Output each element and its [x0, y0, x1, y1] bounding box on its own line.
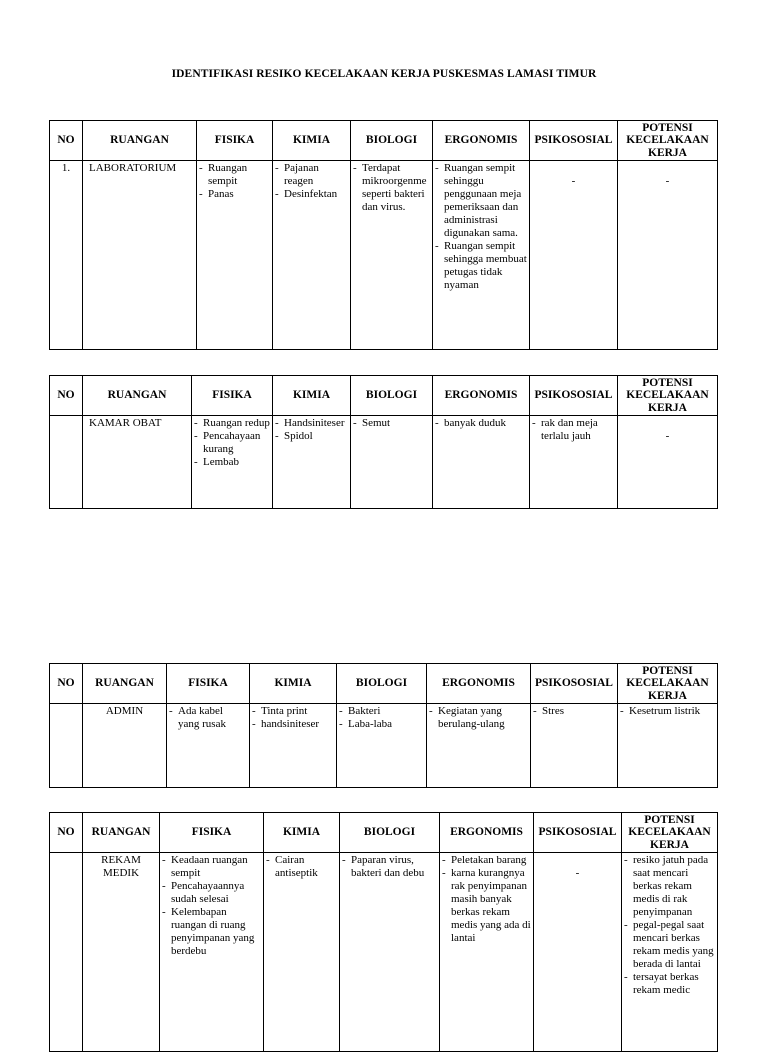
list-item: - Handsiniteser [275, 417, 348, 430]
list-item: - Kesetrum listrik [620, 705, 715, 718]
list-item: - Peletakan barang [442, 854, 531, 867]
table-header-row [50, 664, 718, 704]
header-biologi: BIOLOGI [351, 121, 433, 161]
list-item: - pegal-pegal saat mencari berkas rekam medis yang berada di lantai [624, 919, 715, 971]
table-row [50, 416, 718, 509]
cell-biologi [337, 704, 427, 788]
list-item: - Semut [353, 417, 430, 430]
header-psikososial: PSIKOSOSIAL [530, 121, 618, 161]
risk-table-rekam-medik [49, 812, 718, 1052]
cell-psikososial [530, 416, 618, 509]
cell-ergonomis [433, 161, 530, 350]
header-kimia: KIMIA [273, 376, 351, 416]
list-item: - Keadaan ruangan sempit [162, 854, 261, 880]
list-item: - Pencahayaan kurang [194, 430, 270, 456]
cell-ergonomis [440, 853, 534, 1052]
header-ergonomis: ERGONOMIS [433, 121, 530, 161]
list-item: - rak dan meja terlalu jauh [532, 417, 615, 443]
table-row [50, 853, 718, 1052]
list-item: - Cairan antiseptik [266, 854, 337, 880]
risk-table-kamar-obat [49, 375, 718, 509]
table-row [50, 704, 718, 788]
cell-ruangan: ADMIN [83, 704, 167, 788]
risk-table-laboratorium [49, 120, 718, 350]
list-item: - banyak duduk [435, 417, 527, 430]
list-item: - Pajanan reagen [275, 162, 348, 188]
cell-kimia [273, 161, 351, 350]
cell-potensi [622, 853, 718, 1052]
header-psikososial: PSIKOSOSIAL [534, 813, 622, 853]
list-item: - Kelembapan ruangan di ruang penyimpanan yang berdebu [162, 906, 261, 958]
cell-biologi [340, 853, 440, 1052]
header-no: NO [50, 376, 83, 416]
cell-kimia [250, 704, 337, 788]
table-row [50, 161, 718, 350]
cell-fisika [167, 704, 250, 788]
header-no: NO [50, 813, 83, 853]
list-item: - Terdapat mikroorgenme seperti bakteri dan virus. [353, 162, 430, 214]
header-potensi: POTENSI KECELAKAAN KERJA [622, 813, 718, 853]
list-item: - Ruangan sempit sehingga membuat petugas tidak nyaman [435, 240, 527, 292]
cell-fisika [197, 161, 273, 350]
header-ergonomis: ERGONOMIS [440, 813, 534, 853]
cell-psikososial: - [530, 161, 618, 350]
list-item: - tersayat berkas rekam medic [624, 971, 715, 997]
list-item: - Ruangan sempit [199, 162, 270, 188]
header-kimia: KIMIA [250, 664, 337, 704]
header-biologi: BIOLOGI [351, 376, 433, 416]
list-item: - Ruangan sempit sehinggu penggunaan meja pemeriksaan dan administrasi digunakan sama. [435, 162, 527, 240]
list-item: - Pencahayaannya sudah selesai [162, 880, 261, 906]
header-ergonomis: ERGONOMIS [433, 376, 530, 416]
list-item: - Ada kabel yang rusak [169, 705, 247, 731]
header-ruangan: RUANGAN [83, 376, 192, 416]
header-kimia: KIMIA [264, 813, 340, 853]
cell-no [50, 704, 83, 788]
header-fisika: FISIKA [192, 376, 273, 416]
list-item: - Ruangan redup [194, 417, 270, 430]
cell-no: 1. [50, 161, 83, 350]
header-no: NO [50, 664, 83, 704]
header-no: NO [50, 121, 83, 161]
cell-no [50, 416, 83, 509]
header-psikososial: PSIKOSOSIAL [531, 664, 618, 704]
header-fisika: FISIKA [197, 121, 273, 161]
list-item: - Panas [199, 188, 270, 201]
cell-ruangan: REKAM MEDIK [83, 853, 160, 1052]
cell-fisika [160, 853, 264, 1052]
header-ergonomis: ERGONOMIS [427, 664, 531, 704]
cell-ruangan: LABORATORIUM [83, 161, 197, 350]
list-item: - Lembab [194, 456, 270, 469]
list-item: - handsiniteser [252, 718, 334, 731]
cell-kimia [264, 853, 340, 1052]
cell-no [50, 853, 83, 1052]
list-item: - resiko jatuh pada saat mencari berkas rekam medis di rak penyimpanan [624, 854, 715, 919]
list-item: - Paparan virus, bakteri dan debu [342, 854, 437, 880]
cell-ergonomis [433, 416, 530, 509]
cell-psikososial: - [534, 853, 622, 1052]
header-ruangan: RUANGAN [83, 664, 167, 704]
header-kimia: KIMIA [273, 121, 351, 161]
cell-potensi: - [618, 416, 718, 509]
table-header-row [50, 376, 718, 416]
header-potensi: POTENSI KECELAKAAN KERJA [618, 121, 718, 161]
header-fisika: FISIKA [167, 664, 250, 704]
header-biologi: BIOLOGI [337, 664, 427, 704]
list-item: - Stres [533, 705, 615, 718]
header-ruangan: RUANGAN [83, 121, 197, 161]
list-item: - Tinta print [252, 705, 334, 718]
risk-table-admin [49, 663, 718, 788]
header-potensi: POTENSI KECELAKAAN KERJA [618, 376, 718, 416]
cell-potensi [618, 704, 718, 788]
page-title: IDENTIFIKASI RESIKO KECELAKAAN KERJA PUSKESMAS LAMASI TIMUR [171, 68, 597, 80]
table-header-row [50, 813, 718, 853]
list-item: - karna kurangnya rak penyimpanan masih banyak berkas rekam medis yang ada di lantai [442, 867, 531, 945]
list-item: - Kegiatan yang berulang-ulang [429, 705, 528, 731]
cell-ruangan: KAMAR OBAT [83, 416, 192, 509]
header-biologi: BIOLOGI [340, 813, 440, 853]
cell-kimia [273, 416, 351, 509]
table-header-row [50, 121, 718, 161]
header-potensi: POTENSI KECELAKAAN KERJA [618, 664, 718, 704]
cell-biologi [351, 161, 433, 350]
cell-psikososial [531, 704, 618, 788]
list-item: - Bakteri [339, 705, 424, 718]
header-fisika: FISIKA [160, 813, 264, 853]
cell-potensi: - [618, 161, 718, 350]
list-item: - Laba-laba [339, 718, 424, 731]
header-ruangan: RUANGAN [83, 813, 160, 853]
cell-fisika [192, 416, 273, 509]
cell-biologi [351, 416, 433, 509]
list-item: - Spidol [275, 430, 348, 443]
cell-ergonomis [427, 704, 531, 788]
header-psikososial: PSIKOSOSIAL [530, 376, 618, 416]
list-item: - Desinfektan [275, 188, 348, 201]
